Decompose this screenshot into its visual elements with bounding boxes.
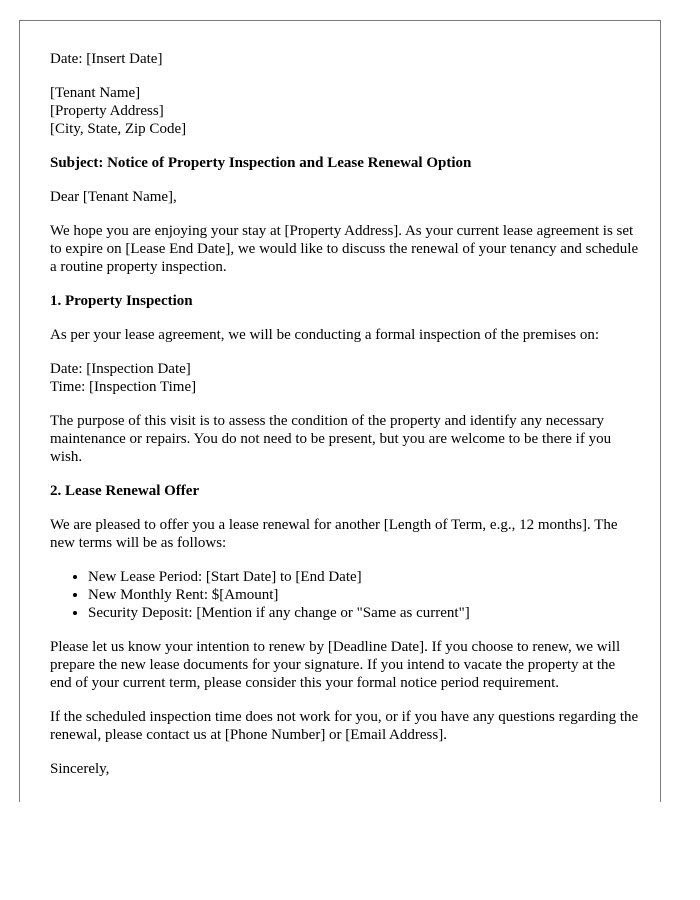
term-lease-period: • New Lease Period: [Start Date] to [End Date] (88, 568, 640, 586)
inspection-heading: 1. Property Inspection (50, 293, 193, 309)
term-security-deposit: • Security Deposit: [Mention if any change or "Same as current"] (88, 604, 640, 622)
recipient-block (50, 84, 640, 138)
term-monthly-rent: • New Monthly Rent: $[Amount] (88, 586, 640, 604)
inspection-schedule (50, 360, 640, 396)
closing-line: Sincerely, (50, 761, 110, 777)
letter-page (19, 20, 661, 802)
renewal-heading: 2. Lease Renewal Offer (50, 483, 200, 499)
recipient-address: [Property Address] (50, 103, 164, 119)
contact-paragraph: If the scheduled inspection time does not work for you, or if you have any questions regarding the renewal, please contact us at [Phone Number] or [Email Address]. (50, 709, 639, 743)
inspection-purpose: The purpose of this visit is to assess the condition of the property and identify any necessary maintenance or repairs. You do not need to be present, but you are welcome to be there if you wish. (50, 413, 612, 465)
subject-line: Subject: Notice of Property Inspection and Lease Renewal Option (50, 155, 472, 171)
intro-paragraph: We hope you are enjoying your stay at [Property Address]. As your current lease agreement is set to expire on [Lease End Date], we would like to discuss the renewal of your tenancy and schedule a routine property inspection. (50, 223, 639, 275)
intent-paragraph: Please let us know your intention to renew by [Deadline Date]. If you choose to renew, we will prepare the new lease documents for your signature. If you intend to vacate the property at the end of your current term, please consider this your formal notice period requirement. (50, 639, 621, 691)
renewal-terms-list (50, 568, 640, 622)
inspection-lead: As per your lease agreement, we will be conducting a formal inspection of the premises on: (50, 327, 599, 343)
date-line: Date: [Insert Date] (50, 51, 163, 67)
recipient-city-state-zip: [City, State, Zip Code] (50, 121, 187, 137)
recipient-name: [Tenant Name] (50, 85, 141, 101)
renewal-lead: We are pleased to offer you a lease renewal for another [Length of Term, e.g., 12 months]. The new terms will be as follows: (50, 517, 618, 551)
inspection-time: Time: [Inspection Time] (50, 379, 197, 395)
salutation: Dear [Tenant Name], (50, 189, 177, 205)
inspection-date: Date: [Inspection Date] (50, 361, 191, 377)
letter-content (50, 50, 640, 794)
